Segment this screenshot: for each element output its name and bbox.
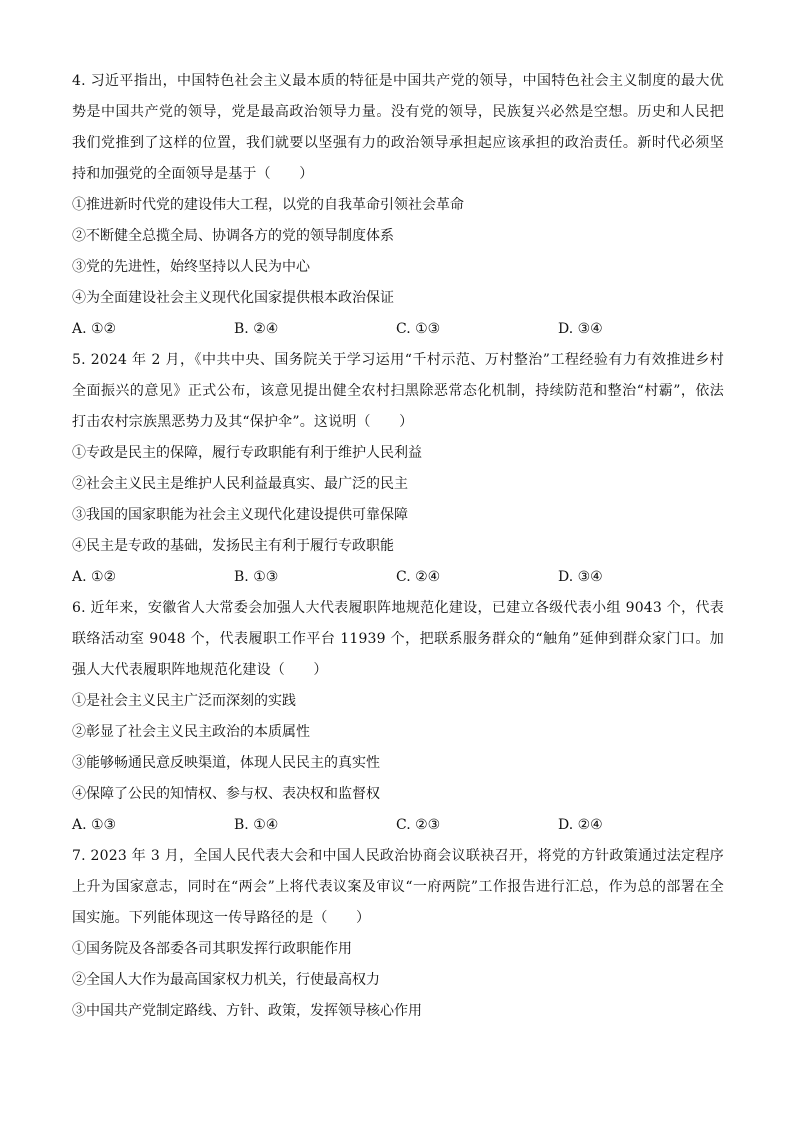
question-stem: 5. 2024 年 2 月，《中共中央、国务院关于学习运用“千村示范、万村整治”工程经验有力有效推进乡村全面振兴的意见》正式公布，该意见提出健全农村扫黑除恶常态化机制，持续防范和整治“村霸”，依法打击农村宗族黑恶势力及其“保护伞”。这说明（ ） [72,352,724,430]
answer-choices [72,314,724,345]
choice-c: C. ①③ [396,321,441,337]
statement-3: ③中国共产党制定路线、方针、政策，发挥领导核心作用 [72,1003,422,1019]
choice-d: D. ②④ [558,817,603,833]
statement-3: ③党的先进性，始终坚持以人民为中心 [72,259,310,275]
choice-b: B. ①④ [234,817,279,833]
question-stem: 4. 习近平指出，中国特色社会主义最本质的特征是中国共产党的领导，中国特色社会主义制度的最大优势是中国共产党的领导，党是最高政治领导力量。没有党的领导，民族复兴必然是空想。历史和人民把我们党推到了这样的位置，我们就要以坚强有力的政治领导承担起应该承担的政治责任。新时代必须坚持和加强党的全面领导是基于（ ） [72,73,724,182]
statement-2: ②全国人大作为最高国家权力机关，行使最高权力 [72,972,380,988]
question-stem: 7. 2023 年 3 月，全国人民代表大会和中国人民政治协商会议联袂召开，将党的方针政策通过法定程序上升为国家意志，同时在“两会”上将代表议案及审议“一府两院”工作报告进行汇总，作为总的部署在全国实施。下列能体现这一传导路径的是（ ） [72,848,724,926]
exam-page [72,66,724,1027]
statement-1: ①国务院及各部委各司其职发挥行政职能作用 [72,941,352,957]
choice-b: B. ①③ [234,569,279,585]
statement-3: ③能够畅通民意反映渠道，体现人民民主的真实性 [72,755,380,771]
choice-d: D. ③④ [558,569,603,585]
question-7 [72,841,724,1027]
statement-4: ④为全面建设社会主义现代化国家提供根本政治保证 [72,290,394,306]
question-6 [72,593,724,841]
statement-1: ①专政是民主的保障，履行专政职能有利于维护人民利益 [72,445,422,461]
statement-4: ④保障了公民的知情权、参与权、表决权和监督权 [72,786,380,802]
statement-2: ②彰显了社会主义民主政治的本质属性 [72,724,310,740]
answer-choices [72,810,724,841]
statement-2: ②不断健全总揽全局、协调各方的党的领导制度体系 [72,228,394,244]
question-5 [72,345,724,593]
choice-d: D. ③④ [558,321,603,337]
question-4 [72,66,724,345]
choice-a: A. ①② [72,321,117,337]
statement-1: ①推进新时代党的建设伟大工程，以党的自我革命引领社会革命 [72,197,464,213]
choice-b: B. ②④ [234,321,279,337]
choice-a: A. ①③ [72,817,117,833]
statement-4: ④民主是专政的基础，发扬民主有利于履行专政职能 [72,538,394,554]
statement-1: ①是社会主义民主广泛而深刻的实践 [72,693,296,709]
answer-choices [72,562,724,593]
statement-2: ②社会主义民主是维护人民利益最真实、最广泛的民主 [72,476,408,492]
choice-c: C. ②③ [396,817,441,833]
statement-3: ③我国的国家职能为社会主义现代化建设提供可靠保障 [72,507,408,523]
choice-c: C. ②④ [396,569,441,585]
question-stem: 6. 近年来，安徽省人大常委会加强人大代表履职阵地规范化建设，已建立各级代表小组 9043 个，代表联络活动室 9048 个，代表履职工作平台 11939 个，把联系服务群众的“触角”延伸到群众家门口。加强人大代表履职阵地规范化建设（ ） [72,600,724,678]
choice-a: A. ①② [72,569,117,585]
